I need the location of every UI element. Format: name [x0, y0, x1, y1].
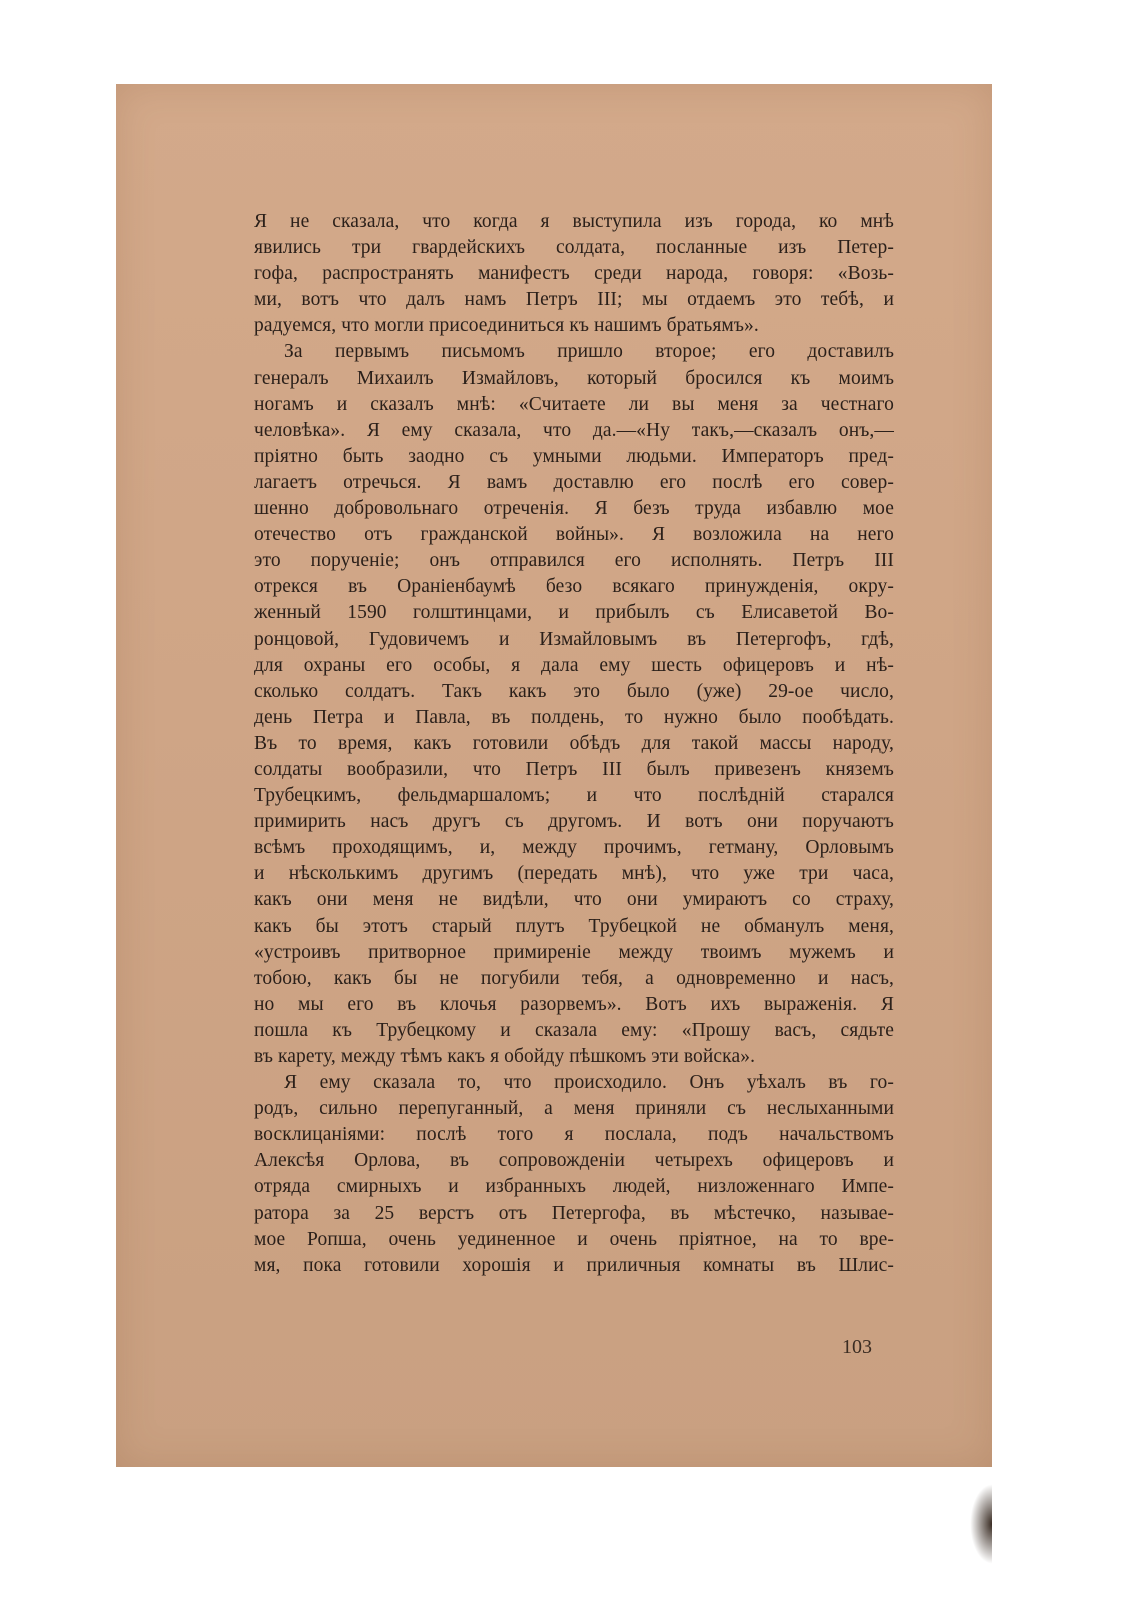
text-line: отрекся въ Ораніенбаумѣ безо всякаго принужденія, окру-	[254, 576, 894, 598]
text-line: родъ, сильно перепуганный, а меня приняли съ неслыханными	[254, 1098, 894, 1120]
text-line: какъ они меня не видѣли, что они умираютъ со страху,	[254, 889, 894, 911]
text-line: отечество отъ гражданской войны». Я возложила на него	[254, 524, 894, 546]
text-line: явились три гвардейскихъ солдата, посланные изъ Петер-	[254, 237, 894, 259]
paragraph-3	[254, 1070, 894, 1279]
text-line: Трубецкимъ, фельдмаршаломъ; и что послѣдній старался	[254, 785, 894, 807]
page-number: 103	[842, 1336, 872, 1358]
text-line: лагаетъ отречься. Я вамъ доставлю его послѣ его совер-	[254, 471, 894, 493]
binding-shadow	[970, 1484, 992, 1564]
text-line: радуемся, что могли присоединиться къ нашимъ братьямъ».	[254, 315, 759, 337]
text-line: и нѣсколькимъ другимъ (передать мнѣ), что уже три часа,	[254, 863, 894, 885]
text-line: Въ то время, какъ готовили обѣдъ для такой массы народу,	[254, 732, 894, 754]
text-line: ратора за 25 верстъ отъ Петергофа, въ мѣстечко, называе-	[254, 1202, 894, 1224]
text-line: сколько солдатъ. Такъ какъ это было (уже) 29-ое число,	[254, 680, 894, 702]
text-line: ронцовой, Гудовичемъ и Измайловымъ въ Петергофъ, гдѣ,	[254, 628, 894, 650]
text-line: восклицаніями: послѣ того я послала, подъ начальствомъ	[254, 1124, 894, 1146]
text-line: для охраны его особы, я дала ему шесть офицеровъ и нѣ-	[254, 654, 894, 676]
text-line: шенно добровольнаго отреченія. Я безъ труда избавлю мое	[254, 498, 894, 520]
text-line: но мы его въ клочья разорвемъ». Вотъ ихъ выраженія. Я	[254, 993, 894, 1015]
paragraph-2	[254, 339, 894, 1070]
text-line: женный 1590 голштинцами, и прибылъ съ Елисаветой Во-	[254, 602, 894, 624]
text-line: гофа, распространять манифестъ среди народа, говоря: «Возь-	[254, 263, 894, 285]
text-line: Алексѣя Орлова, въ сопровожденіи четырехъ офицеровъ и	[254, 1150, 894, 1172]
body-text	[254, 209, 894, 1279]
text-line: пошла къ Трубецкому и сказала ему: «Прошу васъ, сядьте	[254, 1019, 894, 1041]
text-line: тобою, какъ бы не погубили тебя, а одновременно и насъ,	[254, 967, 894, 989]
text-line: «устроивъ притворное примиреніе между твоимъ мужемъ и	[254, 941, 894, 963]
paragraph-1	[254, 209, 894, 339]
text-line: ми, вотъ что далъ намъ Петръ III; мы отдаемъ это тебѣ, и	[254, 289, 894, 311]
text-line: человѣка». Я ему сказала, что да.—«Ну такъ,—сказалъ онъ,—	[254, 419, 894, 441]
text-line: мя, пока готовили хорошія и приличныя комнаты въ Шлис-	[254, 1254, 894, 1276]
text-line: день Петра и Павла, въ полдень, то нужно было пообѣдать.	[254, 706, 894, 728]
text-line: генералъ Михаилъ Измайловъ, который бросился къ моимъ	[254, 367, 894, 389]
text-line: Я ему сказала то, что происходило. Онъ уѣхалъ въ го-	[284, 1072, 894, 1094]
text-line: мое Ропша, очень уединенное и очень пріятное, на то вре-	[254, 1228, 894, 1250]
text-line: За первымъ письмомъ пришло второе; его доставилъ	[284, 341, 894, 363]
text-line: ногамъ и сказалъ мнѣ: «Считаете ли вы меня за честнаго	[254, 393, 894, 415]
text-line: Я не сказала, что когда я выступила изъ города, ко мнѣ	[254, 211, 894, 232]
text-line: пріятно быть заодно съ умными людьми. Императоръ пред-	[254, 445, 894, 467]
text-line: въ карету, между тѣмъ какъ я обойду пѣшкомъ эти войска».	[254, 1046, 756, 1067]
text-line: всѣмъ проходящимъ, и, между прочимъ, гетману, Орловымъ	[254, 837, 894, 859]
text-line: это порученіе; онъ отправился его исполнять. Петръ III	[254, 550, 894, 572]
text-line: какъ бы этотъ старый плутъ Трубецкой не обманулъ меня,	[254, 915, 894, 937]
text-line: солдаты вообразили, что Петръ III былъ привезенъ княземъ	[254, 758, 894, 780]
text-line: отряда смирныхъ и избранныхъ людей, низложеннаго Импе-	[254, 1176, 894, 1198]
text-line: примирить насъ другъ съ другомъ. И вотъ они поручаютъ	[254, 811, 894, 833]
